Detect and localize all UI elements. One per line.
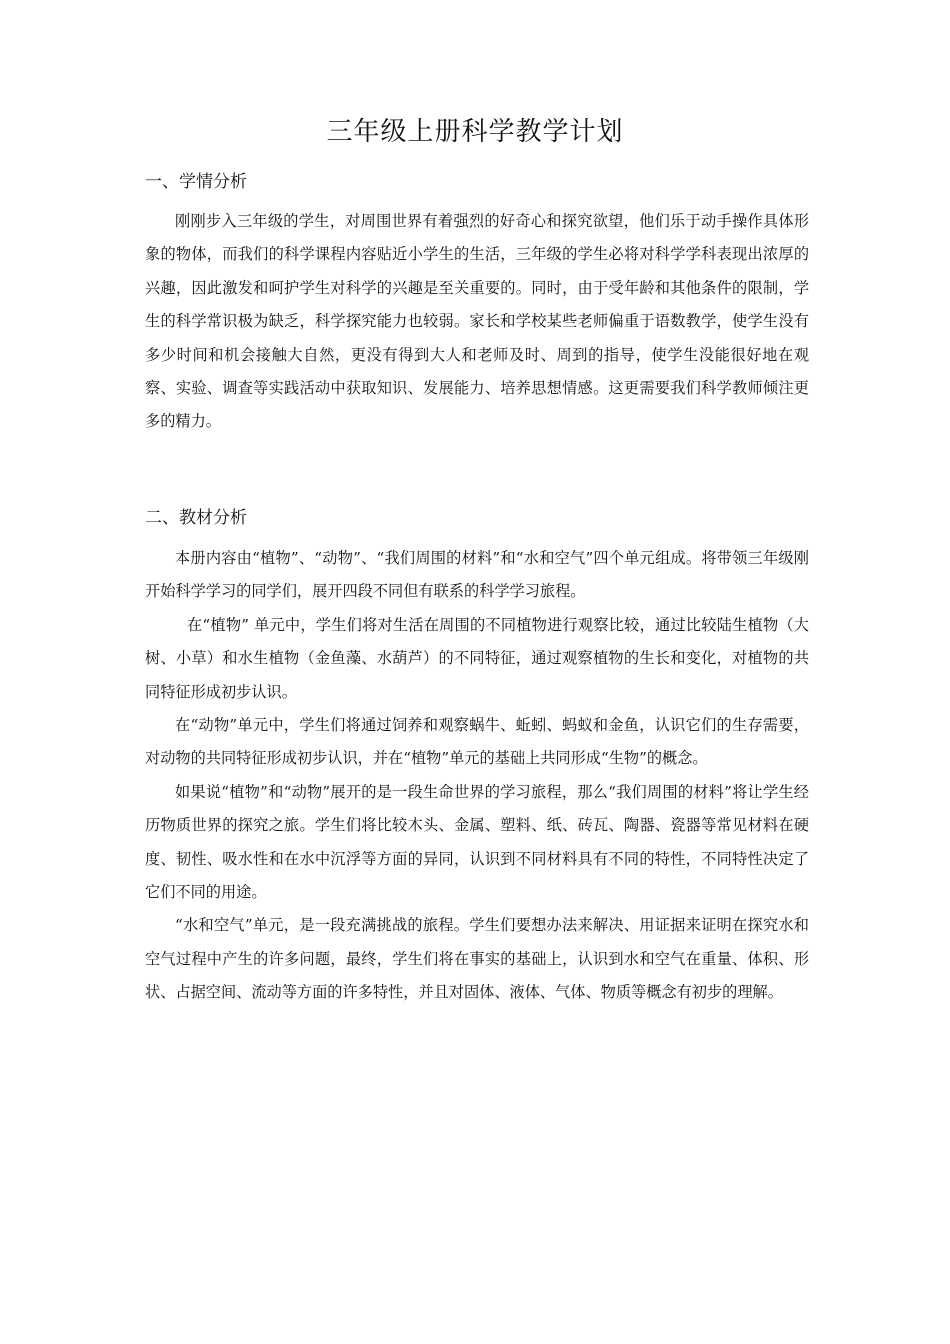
paragraph: 在“动物”单元中，学生们将通过饲养和观察蜗牛、蚯蚓、蚂蚁和金鱼，认识它们的生存需要，对动物的共同特征形成初步认识，并在“植物”单元的基础上共同形成“生物”的概念。	[145, 716, 809, 768]
document-title: 三年级上册科学教学计划	[326, 117, 624, 147]
paragraph: 如果说“植物”和“动物”展开的是一段生命世界的学习旅程，那么“我们周围的材料”将让学生经历物质世界的探究之旅。学生们将比较木头、金属、塑料、纸、砖瓦、陶器、瓷器等常见材料在硬度、韧性、吸水性和在水中沉浮等方面的异同，认识到不同材料具有不同的特性，不同特性决定了它们不同的用途。	[145, 782, 809, 902]
section-learning-analysis	[145, 170, 809, 439]
paragraph: “水和空气”单元，是一段充满挑战的旅程。学生们要想办法来解决、用证据来证明在探究水和空气过程中产生的许多问题，最终，学生们将在事实的基础上，认识到水和空气在重量、体积、形状、占据空间、流动等方面的许多特性，并且对固体、液体、气体、物质等概念有初步的理解。	[145, 916, 809, 1002]
section-textbook-analysis	[145, 506, 809, 1010]
paragraph: 刚刚步入三年级的学生，对周围世界有着强烈的好奇心和探究欲望，他们乐于动手操作具体形象的物体，而我们的科学课程内容贴近小学生的生活，三年级的学生必将对科学学科表现出浓厚的兴趣，因此激发和呵护学生对科学的兴趣是至关重要的。同时，由于受年龄和其他条件的限制，学生的科学常识极为缺乏，科学探究能力也较弱。家长和学校某些老师偏重于语数教学，使学生没有多少时间和机会接触大自然，更没有得到大人和老师及时、周到的指导，使学生没能很好地在观察、实验、调查等实践活动中获取知识、发展能力、培养思想情感。这更需要我们科学教师倾注更多的精力。	[145, 212, 809, 431]
section-heading: 一、学情分析	[145, 172, 247, 192]
paragraph: 本册内容由“植物”、“动物”、“我们周围的材料”和“水和空气”四个单元组成。将带领三年级刚开始科学学习的同学们，展开四段不同但有联系的科学学习旅程。	[145, 549, 809, 601]
paragraph: 在“植物” 单元中，学生们将对生活在周围的不同植物进行观察比较，通过比较陆生植物（大树、小草）和水生植物（金鱼藻、水葫芦）的不同特征，通过观察植物的生长和变化，对植物的共同特征形成初步认识。	[145, 615, 809, 701]
section-heading: 二、教材分析	[145, 508, 247, 528]
